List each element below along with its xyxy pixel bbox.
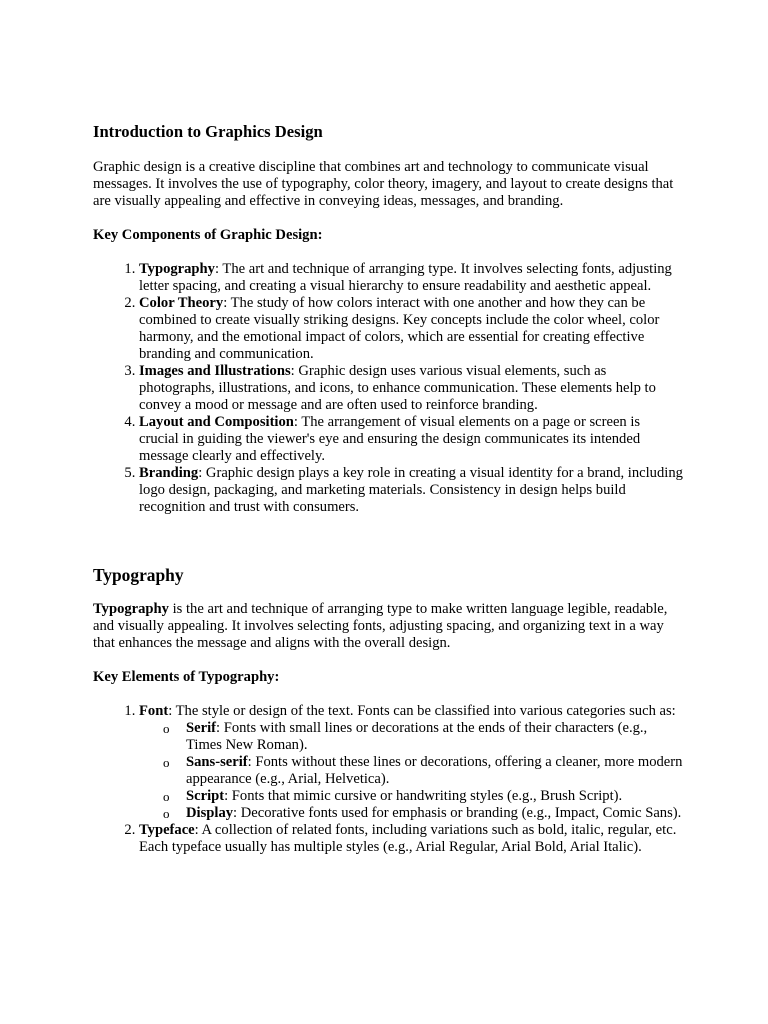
component-item [139,363,683,414]
component-term: Layout and Composition [139,414,294,430]
bullet-icon: o [163,789,170,804]
category-desc: : Fonts without these lines or decorations, offering a cleaner, more modern appearance (e.g., Arial, Helvetica). [186,754,683,787]
category-term: Serif [186,720,216,736]
typography-paragraph [93,601,683,652]
typography-lead-text: is the art and technique of arranging type to make written language legible, readable, and visually appealing. It involves selecting fonts, adjusting spacing, and organizing text in a way that enhances the message and aligns with the overall design. [93,601,668,651]
category-desc: : Decorative fonts used for emphasis or branding (e.g., Impact, Comic Sans). [233,805,682,821]
component-desc: : Graphic design plays a key role in creating a visual identity for a brand, including logo design, packaging, and marketing materials. Consistency in design helps build recognition and trust with consumers. [139,465,683,515]
font-category-item [163,788,683,805]
component-desc: : The arrangement of visual elements on a page or screen is crucial in guiding the viewer's eye and ensuring the design communicates its intended message clearly and effectively. [139,414,641,464]
component-desc: : The study of how colors interact with one another and how they can be combined to create visually striking designs. Key concepts include the color wheel, color harmony, and the emotional impact of colors, which are essential for creating effective branding and communication. [139,295,660,362]
component-term: Typography [139,261,215,277]
element-item-typeface [139,822,683,856]
category-term: Display [186,805,234,821]
bullet-icon: o [163,806,170,821]
font-category-item [163,754,683,788]
elements-list [93,703,683,856]
typography-title: Typography [93,565,184,585]
element-term: Typeface [139,822,195,838]
component-desc: : Graphic design uses various visual elements, such as photographs, illustrations, and icons, to enhance communication. These elements help to convey a mood or message and are often used to reinforce branding. [139,363,656,413]
component-item [139,465,683,516]
component-term: Images and Illustrations [139,363,291,379]
element-term: Font [139,703,169,719]
component-item [139,414,683,465]
component-desc: : The art and technique of arranging type. It involves selecting fonts, adjusting letter spacing, and creating a visual hierarchy to ensure readability and aesthetic appeal. [139,261,672,294]
category-term: Sans-serif [186,754,248,770]
category-desc: : Fonts that mimic cursive or handwriting styles (e.g., Brush Script). [224,788,623,804]
category-term: Script [186,788,225,804]
font-categories-list [139,720,683,822]
intro-paragraph: Graphic design is a creative discipline that combines art and technology to communicate visual messages. It involves the use of typography, color theory, imagery, and layout to create designs that are visually appealing and effective in conveying ideas, messages, and branding. [93,159,674,209]
components-heading: Key Components of Graphic Design: [93,227,323,243]
typography-lead-term: Typography [93,601,169,617]
component-item [139,295,683,363]
intro-title: Introduction to Graphics Design [93,122,323,141]
component-term: Color Theory [139,295,224,311]
bullet-icon: o [163,721,170,736]
component-item [139,261,683,295]
component-term: Branding [139,465,199,481]
bullet-icon: o [163,755,170,770]
category-desc: : Fonts with small lines or decorations at the ends of their characters (e.g., Times New Roman). [186,720,648,753]
element-desc: : A collection of related fonts, including variations such as bold, italic, regular, etc. Each typeface usually has multiple styles (e.g., Arial Regular, Arial Bold, Arial Italic). [139,822,677,855]
components-list [93,261,683,516]
font-category-item [163,720,683,754]
element-item-font [139,703,683,822]
document-page [93,122,683,856]
font-category-item [163,805,683,822]
element-desc: : The style or design of the text. Fonts can be classified into various categories such as: [168,703,676,719]
elements-heading: Key Elements of Typography: [93,669,280,685]
